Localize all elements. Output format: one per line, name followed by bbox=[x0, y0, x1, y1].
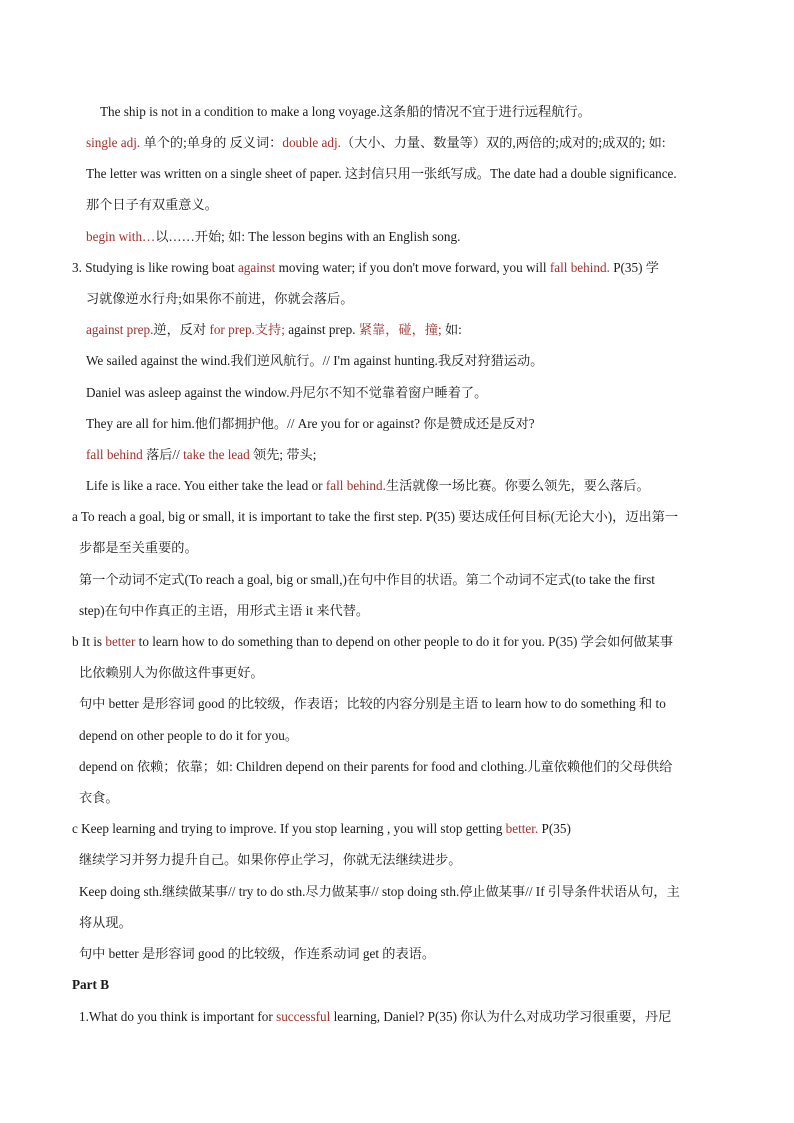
text-segment: 习就像逆水行舟;如果你不前进，你就会落后。 bbox=[86, 291, 354, 306]
text-segment: 将从现。 bbox=[79, 915, 132, 930]
highlight-text: single adj. bbox=[86, 135, 141, 150]
highlight-text: double adj. bbox=[282, 135, 341, 150]
text-segment: depend on other people to do it for you。 bbox=[79, 728, 299, 743]
text-segment: moving water; if you don't move forward, you will bbox=[275, 260, 550, 275]
highlight-text: better bbox=[105, 634, 136, 649]
text-segment: 第一个动词不定式(To reach a goal, big or small,)在句中作目的状语。第二个动词不定式(to take the first bbox=[79, 572, 655, 587]
text-segment: P(35) 学 bbox=[609, 260, 659, 275]
text-segment: 单个的;单身的 反义词： bbox=[140, 135, 283, 150]
text-segment: 那个日子有双重意义。 bbox=[86, 197, 218, 212]
highlight-text: fall behind. bbox=[549, 260, 610, 275]
text-segment: P(35) bbox=[538, 821, 571, 836]
highlight-text: 紧靠，碰，撞; bbox=[358, 322, 442, 337]
text-segment: depend on 依赖；依靠；如: Children depend on their parents for food and clothing.儿童依赖他们的父母供给 bbox=[79, 759, 673, 774]
highlight-text: fall behind bbox=[86, 447, 143, 462]
text-line bbox=[79, 727, 298, 745]
text-line bbox=[79, 695, 666, 713]
text-line bbox=[79, 758, 672, 776]
text-segment: 衣食。 bbox=[79, 790, 119, 805]
text-segment: 逆，反对 bbox=[153, 322, 210, 337]
text-segment: The letter was written on a single sheet of paper. 这封信只用一张纸写成。The date had a double significance. bbox=[86, 166, 677, 181]
highlight-text: fall behind. bbox=[325, 478, 386, 493]
text-segment: against prep. bbox=[284, 322, 359, 337]
text-segment: learning, Daniel? P(35) 你认为什么对成功学习很重要，丹尼 bbox=[330, 1009, 672, 1024]
text-line bbox=[79, 789, 119, 807]
text-line bbox=[86, 384, 487, 402]
text-segment: Life is like a race. You either take the lead or bbox=[86, 478, 326, 493]
text-line bbox=[86, 196, 218, 214]
text-segment: 生活就像一场比赛。你要么领先，要么落后。 bbox=[385, 478, 650, 493]
text-line bbox=[79, 883, 680, 901]
text-segment: step)在句中作真正的主语，用形式主语 it 来代替。 bbox=[79, 603, 370, 618]
text-line bbox=[86, 446, 316, 464]
text-segment: 继续学习并努力提升自己。如果你停止学习，你就无法继续进步。 bbox=[79, 852, 462, 867]
text-segment: 落后// bbox=[142, 447, 184, 462]
text-segment: 比依赖别人为你做这件事更好。 bbox=[79, 665, 264, 680]
text-line bbox=[79, 914, 132, 932]
text-line bbox=[86, 477, 650, 495]
text-line bbox=[86, 290, 353, 308]
text-line bbox=[100, 103, 591, 121]
text-segment: 3. Studying is like rowing boat bbox=[72, 260, 238, 275]
text-line bbox=[86, 134, 666, 152]
text-segment: to learn how to do something than to depend on other people to do it for you. P(35) 学会如何做某事 bbox=[135, 634, 674, 649]
text-segment: The ship is not in a condition to make a long voyage.这条船的情况不宜于进行远程航行。 bbox=[100, 104, 591, 119]
text-segment: Daniel was asleep against the window.丹尼尔不知不觉靠着窗户睡着了。 bbox=[86, 385, 488, 400]
text-segment: They are all for him.他们都拥护他。// Are you for or against? 你是赞成还是反对? bbox=[86, 416, 535, 431]
highlight-text: for prep.支持; bbox=[209, 322, 285, 337]
text-line bbox=[79, 945, 435, 963]
text-line bbox=[79, 539, 198, 557]
text-segment: 句中 better 是形容词 good 的比较级，作连系动词 get 的表语。 bbox=[79, 946, 436, 961]
text-line bbox=[86, 228, 460, 246]
text-line bbox=[86, 165, 677, 183]
text-line bbox=[72, 820, 571, 838]
text-line bbox=[72, 259, 659, 277]
text-segment: （大小、力量、数量等）双的,两倍的;成对的;成双的; 如: bbox=[340, 135, 666, 150]
text-line bbox=[79, 571, 655, 589]
text-line bbox=[72, 633, 673, 651]
section-heading bbox=[72, 976, 109, 994]
text-line bbox=[79, 1008, 671, 1026]
highlight-text: against prep. bbox=[86, 322, 154, 337]
text-line bbox=[86, 352, 543, 370]
text-line bbox=[79, 602, 369, 620]
text-line bbox=[86, 415, 535, 433]
text-segment: Keep doing sth.继续做某事// try to do sth.尽力做某事// stop doing sth.停止做某事// If 引导条件状语从句，主 bbox=[79, 884, 680, 899]
text-segment: 领先; 带头; bbox=[249, 447, 317, 462]
highlight-text: begin with… bbox=[86, 229, 156, 244]
highlight-text: take the lead bbox=[183, 447, 250, 462]
text-line bbox=[79, 664, 264, 682]
text-segment: c Keep learning and trying to improve. If you stop learning , you will stop getting bbox=[72, 821, 506, 836]
text-segment: 步都是至关重要的。 bbox=[79, 540, 198, 555]
text-segment: Part B bbox=[72, 977, 109, 992]
text-line bbox=[79, 851, 461, 869]
highlight-text: against bbox=[237, 260, 276, 275]
text-segment: 1.What do you think is important for bbox=[79, 1009, 277, 1024]
highlight-text: better. bbox=[505, 821, 539, 836]
text-segment: b It is bbox=[72, 634, 106, 649]
text-segment: We sailed against the wind.我们逆风航行。// I'm against hunting.我反对狩猎运动。 bbox=[86, 353, 544, 368]
text-segment: 以……开始; 如: The lesson begins with an English song. bbox=[155, 229, 461, 244]
text-line bbox=[72, 508, 678, 526]
highlight-text: successful bbox=[276, 1009, 331, 1024]
text-line bbox=[86, 321, 462, 339]
text-segment: 句中 better 是形容词 good 的比较级，作表语；比较的内容分别是主语 to learn how to do something 和 to bbox=[79, 696, 666, 711]
text-segment: a To reach a goal, big or small, it is important to take the first step. P(35) 要达成任何目标(无论大小)，迈出第一 bbox=[72, 509, 679, 524]
text-segment: 如: bbox=[441, 322, 462, 337]
